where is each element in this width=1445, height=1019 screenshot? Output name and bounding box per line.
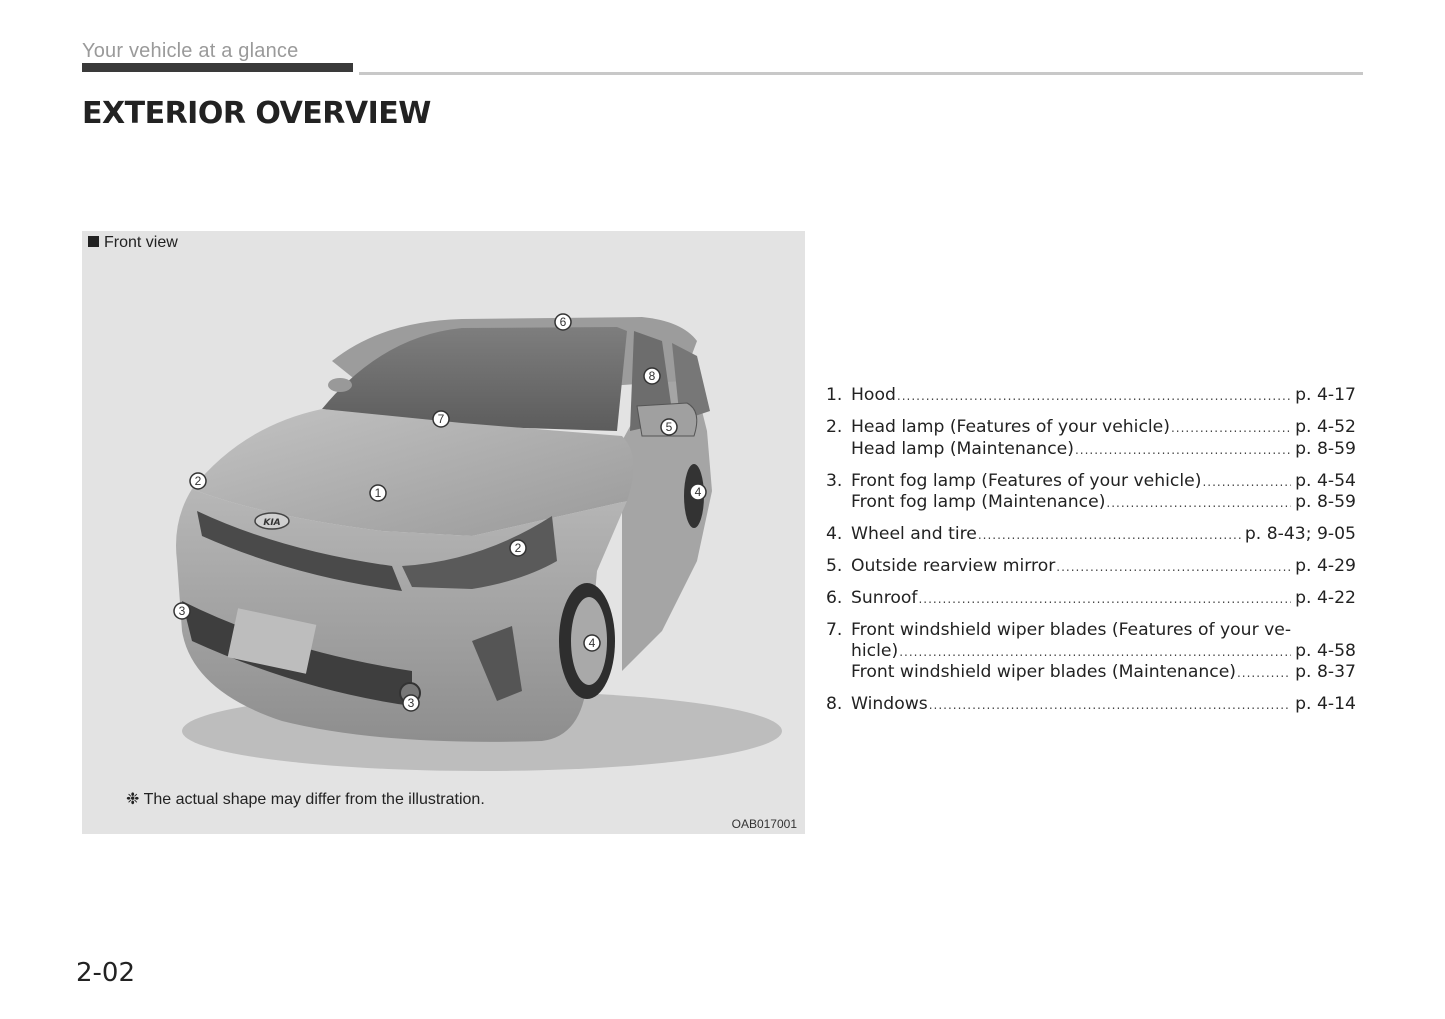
header-rule-thick [82,63,353,72]
page-reference: p. 8-59 [1295,492,1356,512]
callout-4-front [584,635,600,651]
item-label: Head lamp (Features of your vehicle) [851,417,1170,437]
left-mirror-shape [328,378,352,392]
dot-leader [1106,492,1291,514]
item-number: 7. [826,620,843,640]
item-label: hicle) [851,640,899,661]
svg-text:1: 1 [374,486,382,500]
page-reference: p. 4-14 [1295,694,1356,714]
item-label: Front fog lamp (Maintenance) [851,492,1106,512]
item-label: Sunroof [851,588,918,608]
svg-text:3: 3 [407,696,415,710]
callout-3-right [403,695,419,711]
svg-text:7: 7 [437,412,445,426]
index-item-5 [826,556,1356,578]
item-label: Head lamp (Maintenance) [851,438,1074,459]
component-index-list [826,385,1356,726]
page-reference: p. 8-43; 9-05 [1244,524,1356,544]
index-item-2 [826,417,1356,460]
svg-text:4: 4 [588,636,596,650]
dot-leader [929,694,1291,716]
dot-leader [1202,471,1291,493]
item-number: 3. [826,470,843,491]
page-reference: p. 8-59 [1295,438,1356,459]
item-number: 8. [826,694,843,714]
item-label: Front windshield wiper blades (Features of your ve- [851,620,1292,640]
svg-text:5: 5 [665,420,673,434]
dot-leader [1056,556,1291,578]
item-label: Outside rearview mirror [851,556,1056,576]
brand-logo-text: KIA [263,518,281,528]
page-reference: p. 8-37 [1295,662,1356,682]
callout-7 [433,411,449,427]
index-item-7 [826,620,1356,684]
page-reference: p. 4-54 [1295,470,1356,491]
item-label: Wheel and tire [851,524,977,544]
dot-leader [897,385,1291,407]
item-number: 2. [826,417,843,437]
index-item-6 [826,588,1356,610]
page-reference: p. 4-29 [1295,556,1356,576]
dot-leader [978,524,1241,546]
index-item-3 [826,471,1356,514]
callout-1 [370,485,386,501]
item-label: Hood [851,385,896,405]
callout-6 [555,314,571,330]
item-number: 5. [826,556,843,576]
figure-code: OAB017001 [731,817,797,831]
callout-2-right [510,540,526,556]
figure-note: ❉ The actual shape may differ from the illustration. [126,791,485,808]
page-reference: p. 4-22 [1295,588,1356,608]
callout-3-left [174,603,190,619]
header-rule-thin [359,72,1363,75]
dot-leader [918,588,1291,610]
section-label: Your vehicle at a glance [82,40,299,62]
dot-leader [1075,439,1291,461]
item-label: Front windshield wiper blades (Maintenance) [851,662,1236,682]
item-number: 1. [826,385,843,405]
figure-caption-text: Front view [104,234,178,251]
item-number: 4. [826,524,843,544]
index-item-4 [826,524,1356,546]
item-number: 6. [826,588,843,608]
svg-text:2: 2 [194,474,202,488]
car-illustration [82,231,805,834]
item-label: Front fog lamp (Features of your vehicle) [851,470,1202,491]
callout-2-left [190,473,206,489]
page-reference: p. 4-17 [1295,385,1356,405]
dot-leader [899,641,1291,663]
dot-leader [1237,662,1291,684]
callout-5 [661,419,677,435]
page-title: EXTERIOR OVERVIEW [82,96,431,131]
index-item-1 [826,385,1356,407]
dot-leader [1171,417,1291,439]
page-number: 2-02 [76,958,136,988]
svg-text:8: 8 [648,369,656,383]
page-reference: p. 4-52 [1295,417,1356,437]
callout-8 [644,368,660,384]
page-reference: p. 4-58 [1295,640,1356,661]
svg-text:3: 3 [178,604,186,618]
item-label: Windows [851,694,928,714]
index-item-8 [826,694,1356,716]
callout-4-right [690,484,706,500]
svg-text:2: 2 [514,541,522,555]
svg-text:6: 6 [559,315,567,329]
svg-text:4: 4 [694,485,702,499]
front-view-figure [82,231,805,834]
